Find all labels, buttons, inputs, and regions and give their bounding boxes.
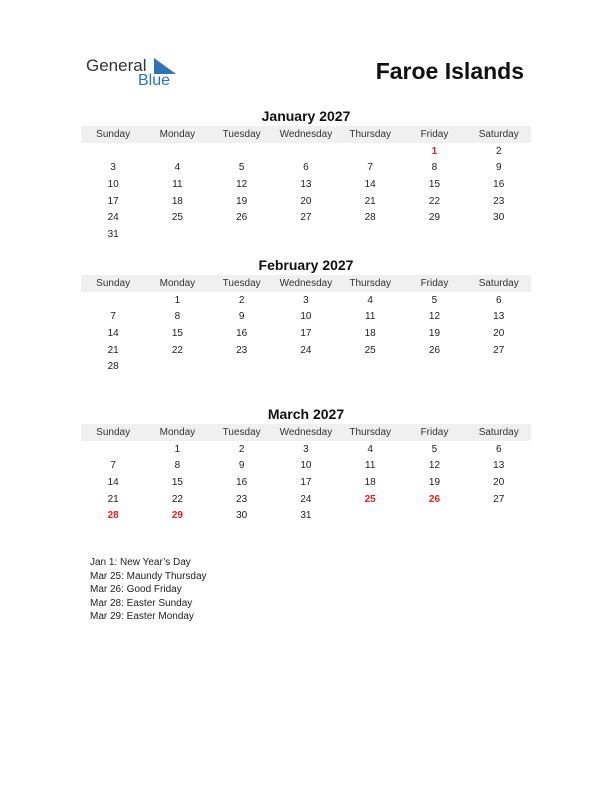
day-cell: 20	[493, 327, 505, 339]
day-cell: 24	[107, 212, 119, 224]
weekday-label: Wednesday	[279, 129, 333, 140]
day-cell: 10	[300, 460, 312, 472]
day-cell: 3	[303, 443, 309, 455]
day-cell: 5	[431, 294, 438, 306]
week-row	[81, 209, 531, 226]
generalblue-logo	[86, 56, 186, 92]
weekday-label: Sunday	[96, 278, 131, 289]
weekday-label: Sunday	[96, 427, 131, 438]
weekday-label: Monday	[159, 129, 196, 140]
week-row	[81, 491, 531, 508]
day-cell: 25	[364, 344, 376, 356]
country-title: Faroe Islands	[375, 58, 524, 84]
day-cell: 28	[364, 212, 376, 224]
day-cell: 11	[365, 311, 376, 323]
day-cell: 8	[431, 162, 438, 174]
week-row	[81, 458, 531, 475]
week-row	[81, 507, 531, 524]
month-march	[81, 404, 531, 524]
day-cell: 21	[364, 195, 376, 207]
day-cell: 5	[431, 443, 438, 455]
day-cell: 19	[428, 476, 441, 488]
day-cell: 15	[171, 327, 183, 339]
week-row	[81, 226, 531, 243]
day-cell: 26	[428, 344, 441, 356]
weekday-label: Tuesday	[222, 129, 261, 140]
day-cell: 14	[107, 327, 119, 339]
day-cell: 13	[493, 460, 505, 472]
day-cell: 17	[300, 327, 312, 339]
day-cell: 10	[300, 311, 312, 323]
weekday-label: Saturday	[478, 129, 519, 140]
holiday-entry: Jan 1: New Year’s Day	[90, 557, 191, 568]
weekday-label: Monday	[159, 278, 196, 289]
day-cell: 22	[171, 493, 183, 505]
day-cell: 18	[364, 327, 376, 339]
week-row	[81, 441, 531, 458]
day-cell: 2	[238, 443, 245, 455]
day-cell: 27	[300, 212, 312, 224]
day-cell: 2	[495, 145, 502, 157]
weekday-label: Tuesday	[222, 278, 261, 289]
weekday-label: Thursday	[349, 129, 392, 140]
month-title: March 2027	[267, 406, 345, 422]
holiday-entry: Mar 28: Easter Sunday	[90, 597, 193, 609]
day-cell: 5	[238, 162, 245, 174]
day-cell: 4	[174, 162, 181, 174]
holiday-entry: Mar 29: Easter Monday	[90, 611, 194, 622]
day-cell: 13	[493, 311, 505, 323]
weekday-header-row	[81, 126, 531, 143]
holiday-day-cell: 28	[107, 510, 119, 522]
day-cell: 4	[367, 294, 373, 306]
day-cell: 12	[428, 311, 441, 323]
week-row	[81, 474, 531, 491]
holiday-day-cell: 26	[428, 493, 441, 505]
weekday-label: Tuesday	[222, 427, 261, 438]
day-cell: 23	[236, 493, 248, 505]
logo-text-general: General	[86, 56, 147, 75]
day-cell: 24	[300, 344, 312, 356]
holiday-list	[90, 556, 207, 624]
weekday-label: Sunday	[96, 129, 131, 140]
day-cell: 29	[428, 212, 441, 224]
day-cell: 21	[107, 344, 119, 356]
day-cell: 6	[495, 294, 502, 306]
day-cell: 13	[300, 178, 312, 190]
day-cell: 24	[300, 493, 312, 505]
day-cell: 15	[428, 178, 441, 190]
weekday-label: Friday	[420, 278, 449, 289]
day-cell: 8	[174, 460, 181, 472]
day-cell: 9	[238, 460, 245, 472]
week-row	[81, 193, 531, 210]
day-cell: 23	[236, 344, 248, 356]
day-cell: 6	[303, 162, 309, 174]
day-cell: 4	[367, 443, 373, 455]
day-cell: 16	[236, 327, 248, 339]
day-cell: 12	[236, 178, 248, 190]
day-cell: 26	[236, 212, 248, 224]
weekday-label: Wednesday	[279, 278, 333, 289]
week-row	[81, 292, 531, 309]
weekday-header-row	[81, 275, 531, 292]
month-title: February 2027	[258, 257, 354, 273]
day-cell: 10	[107, 178, 119, 190]
day-cell: 19	[428, 327, 441, 339]
logo-text-blue: Blue	[138, 72, 171, 89]
holiday-day-cell: 25	[364, 493, 376, 505]
day-cell: 11	[172, 178, 183, 190]
holiday-entry: Mar 25: Maundy Thursday	[90, 570, 207, 582]
weekday-label: Thursday	[349, 427, 392, 438]
day-cell: 2	[238, 294, 245, 306]
day-cell: 19	[236, 195, 248, 207]
weekday-label: Saturday	[478, 278, 519, 289]
week-row	[81, 358, 531, 375]
day-cell: 15	[171, 476, 183, 488]
day-cell: 1	[174, 443, 181, 455]
day-cell: 18	[171, 195, 183, 207]
weekday-label: Friday	[420, 427, 449, 438]
day-cell: 14	[107, 476, 119, 488]
week-row	[81, 309, 531, 326]
month-title: January 2027	[261, 108, 351, 124]
day-cell: 22	[428, 195, 441, 207]
day-cell: 25	[171, 212, 183, 224]
weekday-header-row	[81, 424, 531, 441]
day-cell: 22	[171, 344, 183, 356]
day-cell: 3	[110, 162, 116, 174]
month-february	[81, 255, 531, 375]
day-cell: 21	[107, 493, 119, 505]
day-cell: 16	[493, 178, 505, 190]
day-cell: 12	[428, 460, 441, 472]
month-january	[81, 106, 531, 243]
day-cell: 18	[364, 476, 376, 488]
day-cell: 27	[493, 493, 505, 505]
day-cell: 14	[364, 178, 376, 190]
week-row	[81, 325, 531, 342]
day-cell: 20	[493, 476, 505, 488]
day-cell: 28	[107, 361, 119, 373]
day-cell: 17	[107, 195, 119, 207]
weekday-label: Saturday	[478, 427, 519, 438]
day-cell: 6	[495, 443, 502, 455]
day-cell: 8	[174, 311, 181, 323]
day-cell: 7	[110, 460, 116, 472]
day-cell: 9	[495, 162, 502, 174]
weekday-label: Monday	[159, 427, 196, 438]
week-row	[81, 143, 531, 160]
day-cell: 11	[365, 460, 376, 472]
day-cell: 17	[300, 476, 312, 488]
weekday-label: Wednesday	[279, 427, 333, 438]
week-row	[81, 160, 531, 177]
day-cell: 31	[300, 510, 312, 522]
day-cell: 3	[303, 294, 309, 306]
week-row	[81, 176, 531, 193]
day-cell: 1	[174, 294, 181, 306]
weekday-label: Friday	[420, 129, 449, 140]
day-cell: 20	[300, 195, 312, 207]
day-cell: 27	[493, 344, 505, 356]
day-cell: 30	[236, 510, 248, 522]
day-cell: 31	[107, 228, 119, 240]
week-row	[81, 342, 531, 359]
weekday-label: Thursday	[349, 278, 392, 289]
day-cell: 7	[110, 311, 116, 323]
holiday-entry: Mar 26: Good Friday	[90, 584, 182, 595]
day-cell: 9	[238, 311, 245, 323]
holiday-day-cell: 29	[171, 510, 183, 522]
day-cell: 16	[236, 476, 248, 488]
day-cell: 7	[367, 162, 373, 174]
holiday-day-cell: 1	[431, 145, 438, 157]
day-cell: 30	[493, 212, 505, 224]
day-cell: 23	[493, 195, 505, 207]
